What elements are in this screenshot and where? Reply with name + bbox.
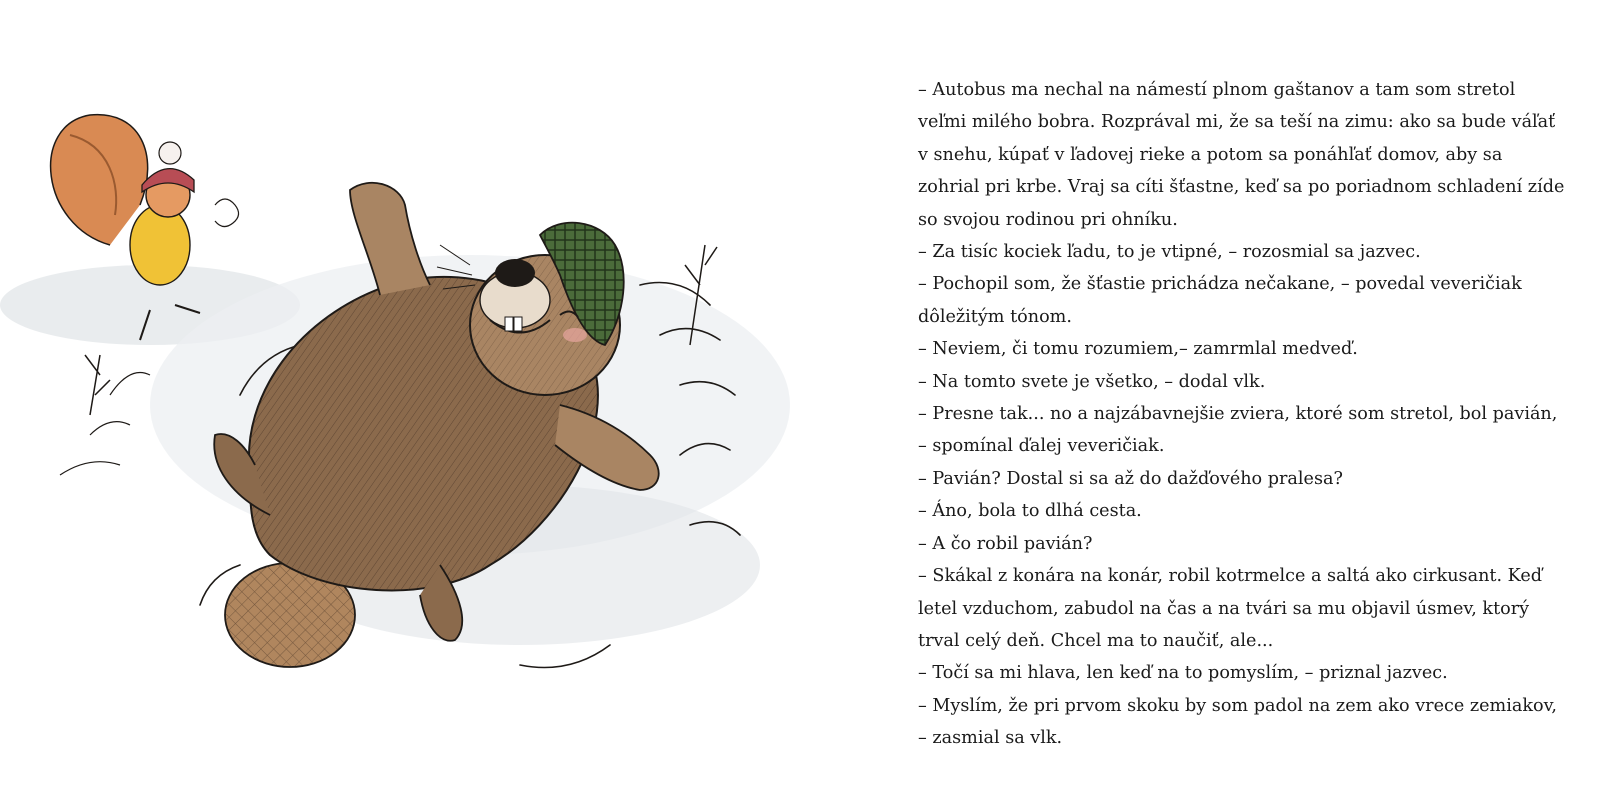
paragraph: – Autobus ma nechal na námestí plnom gaštanov a tam som stretol veľmi milého bobra. Rozprával mi, že sa teší na zimu: ako sa bude váľať v snehu, kúpať v ľadovej rieke a potom sa ponáhľať domov, aby sa zohrial pri krbe. Vraj sa cíti šťastne, keď sa po poriadnom schladení zíde so svojou rodinou pri ohníku.: [918, 80, 1565, 230]
paragraph: – Pavián? Dostal si sa až do dažďového pralesa?: [918, 468, 1343, 489]
paragraph: – Za tisíc kociek ľadu, to je vtipné, – rozosmial sa jazvec.: [918, 242, 1421, 263]
paragraph: – Točí sa mi hlava, len keď na to pomyslím, – priznal jazvec.: [918, 663, 1448, 684]
paragraph: – Myslím, že pri prvom skoku by som padol na zem ako vrece zemiakov, – zasmial sa vlk.: [918, 695, 1558, 749]
paragraph: – Áno, bola to dlhá cesta.: [918, 501, 1142, 522]
paragraph: – A čo robil pavián?: [918, 533, 1093, 554]
beaver-nose: [495, 259, 535, 287]
beaver-snow-illustration: [0, 95, 800, 695]
paragraph: – Skákal z konára na konár, robil kotrmelce a saltá ako cirkusant. Keď letel vzduchom, zabudol na čas a na tvári sa mu objavil úsmev, ktorý trval celý deň. Chcel ma to naučiť, ale...: [918, 566, 1543, 651]
paragraph: – Neviem, či tomu rozumiem,– zamrmlal medveď.: [918, 339, 1358, 360]
paragraph: – Na tomto svete je všetko, – dodal vlk.: [918, 371, 1266, 392]
paragraph: – Pochopil som, že šťastie prichádza nečakane, – povedal veveričiak dôležitým tónom.: [918, 274, 1522, 327]
paragraph: – Presne tak... no a najzábavnejšie zviera, ktoré som stretol, bol pavián, – spomínal ďalej veveričiak.: [918, 404, 1558, 457]
story-text: [918, 74, 1568, 755]
